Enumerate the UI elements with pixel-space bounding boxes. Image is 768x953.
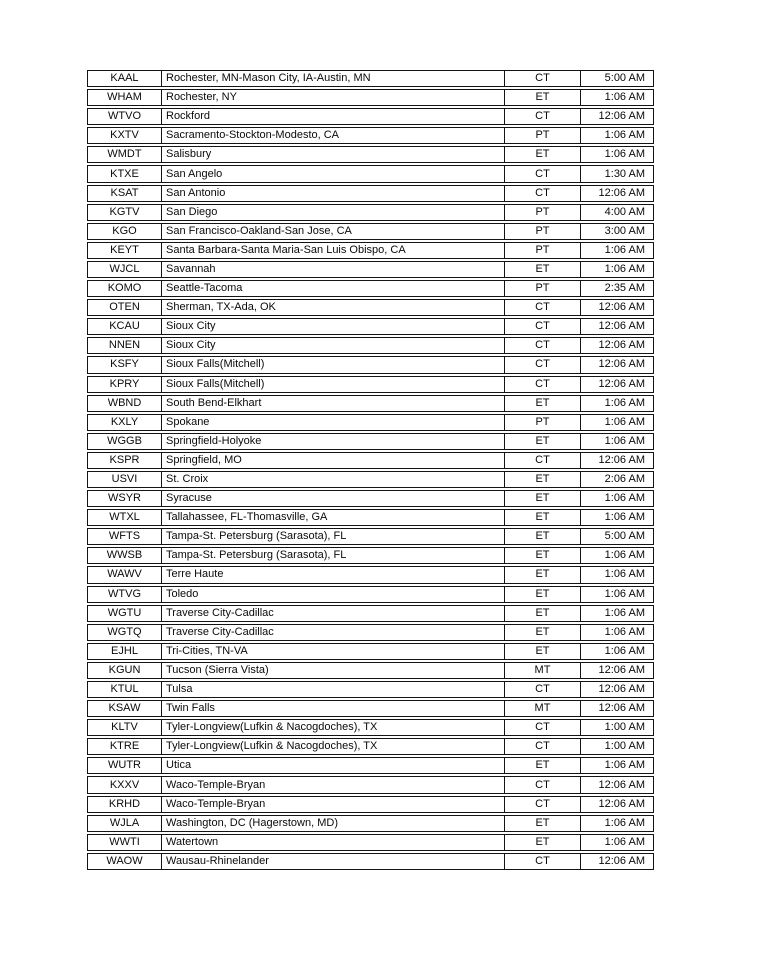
timezone-cell: PT bbox=[504, 415, 581, 430]
time-cell: 1:06 AM bbox=[604, 434, 645, 447]
timezone-cell: ET bbox=[504, 816, 581, 831]
call-sign-cell: WTVG bbox=[88, 587, 162, 602]
call-sign-cell: KTXE bbox=[88, 166, 162, 181]
market-cell: Utica bbox=[166, 759, 192, 772]
market-cell: Springfield, MO bbox=[166, 453, 242, 466]
timezone-cell: CT bbox=[504, 682, 581, 697]
time-cell: 1:06 AM bbox=[604, 415, 645, 428]
call-sign-cell: WGTU bbox=[88, 606, 162, 621]
table-row bbox=[87, 433, 654, 450]
market-cell: Tyler-Longview(Lufkin & Nacogdoches), TX bbox=[166, 740, 378, 753]
call-sign-cell: KSPR bbox=[88, 453, 162, 468]
call-sign-cell: KSAT bbox=[88, 186, 162, 201]
table-row bbox=[87, 70, 654, 87]
market-cell: Washington, DC (Hagerstown, MD) bbox=[166, 816, 338, 829]
time-cell: 5:00 AM bbox=[604, 530, 645, 543]
timezone-cell: CT bbox=[504, 166, 581, 181]
market-cell: Sherman, TX-Ada, OK bbox=[166, 301, 276, 314]
time-cell: 1:06 AM bbox=[604, 492, 645, 505]
time-cell: 1:06 AM bbox=[604, 606, 645, 619]
timezone-cell: ET bbox=[504, 491, 581, 506]
call-sign-cell: WJLA bbox=[88, 816, 162, 831]
table-row bbox=[87, 471, 654, 488]
market-cell: Sacramento-Stockton-Modesto, CA bbox=[166, 129, 340, 142]
timezone-cell: CT bbox=[504, 71, 581, 86]
call-sign-cell: OTEN bbox=[88, 300, 162, 315]
station-table bbox=[87, 70, 654, 872]
table-row bbox=[87, 509, 654, 526]
call-sign-cell: WGTQ bbox=[88, 625, 162, 640]
table-row bbox=[87, 261, 654, 278]
timezone-cell: CT bbox=[504, 739, 581, 754]
call-sign-cell: EJHL bbox=[88, 644, 162, 659]
market-cell: South Bend-Elkhart bbox=[166, 396, 262, 409]
call-sign-cell: WMDT bbox=[88, 147, 162, 162]
table-row bbox=[87, 700, 654, 717]
call-sign-cell: WFTS bbox=[88, 529, 162, 544]
call-sign-cell: KLTV bbox=[88, 720, 162, 735]
time-cell: 12:06 AM bbox=[598, 797, 645, 810]
market-cell: Tallahassee, FL-Thomasville, GA bbox=[166, 511, 328, 524]
call-sign-cell: KCAU bbox=[88, 319, 162, 334]
time-cell: 3:00 AM bbox=[604, 224, 645, 237]
market-cell: San Angelo bbox=[166, 167, 223, 180]
table-row bbox=[87, 108, 654, 125]
call-sign-cell: WJCL bbox=[88, 262, 162, 277]
call-sign-cell: KSFY bbox=[88, 357, 162, 372]
call-sign-cell: WTXL bbox=[88, 510, 162, 525]
market-cell: Waco-Temple-Bryan bbox=[166, 778, 266, 791]
table-row bbox=[87, 681, 654, 698]
time-cell: 1:06 AM bbox=[604, 644, 645, 657]
timezone-cell: ET bbox=[504, 396, 581, 411]
table-row bbox=[87, 719, 654, 736]
call-sign-cell: WBND bbox=[88, 396, 162, 411]
table-row bbox=[87, 356, 654, 373]
time-cell: 12:06 AM bbox=[598, 663, 645, 676]
table-row bbox=[87, 337, 654, 354]
call-sign-cell: KAAL bbox=[88, 71, 162, 86]
table-row bbox=[87, 127, 654, 144]
table-row bbox=[87, 376, 654, 393]
market-cell: Tampa-St. Petersburg (Sarasota), FL bbox=[166, 530, 347, 543]
timezone-cell: ET bbox=[504, 472, 581, 487]
call-sign-cell: KGTV bbox=[88, 205, 162, 220]
timezone-cell: CT bbox=[504, 854, 581, 869]
time-cell: 12:06 AM bbox=[598, 854, 645, 867]
table-row bbox=[87, 452, 654, 469]
call-sign-cell: KXXV bbox=[88, 777, 162, 792]
timezone-cell: CT bbox=[504, 720, 581, 735]
time-cell: 1:00 AM bbox=[604, 721, 645, 734]
table-row bbox=[87, 776, 654, 793]
timezone-cell: CT bbox=[504, 377, 581, 392]
timezone-cell: ET bbox=[504, 567, 581, 582]
call-sign-cell: WUTR bbox=[88, 758, 162, 773]
call-sign-cell: WWSB bbox=[88, 548, 162, 563]
timezone-cell: ET bbox=[504, 606, 581, 621]
call-sign-cell: WAOW bbox=[88, 854, 162, 869]
call-sign-cell: KXLY bbox=[88, 415, 162, 430]
timezone-cell: PT bbox=[504, 205, 581, 220]
table-row bbox=[87, 223, 654, 240]
timezone-cell: ET bbox=[504, 625, 581, 640]
market-cell: Watertown bbox=[166, 835, 219, 848]
call-sign-cell: KXTV bbox=[88, 128, 162, 143]
market-cell: Twin Falls bbox=[166, 702, 215, 715]
market-cell: Rochester, MN-Mason City, IA-Austin, MN bbox=[166, 72, 371, 85]
timezone-cell: CT bbox=[504, 319, 581, 334]
time-cell: 1:06 AM bbox=[604, 511, 645, 524]
time-cell: 1:06 AM bbox=[604, 91, 645, 104]
time-cell: 2:06 AM bbox=[604, 473, 645, 486]
market-cell: Toledo bbox=[166, 587, 199, 600]
time-cell: 1:06 AM bbox=[604, 759, 645, 772]
table-row bbox=[87, 566, 654, 583]
table-row bbox=[87, 528, 654, 545]
call-sign-cell: WHAM bbox=[88, 90, 162, 105]
table-row bbox=[87, 815, 654, 832]
market-cell: Tri-Cities, TN-VA bbox=[166, 644, 248, 657]
market-cell: San Antonio bbox=[166, 186, 226, 199]
market-cell: Waco-Temple-Bryan bbox=[166, 797, 266, 810]
market-cell: Tulsa bbox=[166, 683, 193, 696]
timezone-cell: ET bbox=[504, 434, 581, 449]
time-cell: 1:06 AM bbox=[604, 549, 645, 562]
time-cell: 1:06 AM bbox=[604, 568, 645, 581]
timezone-cell: CT bbox=[504, 186, 581, 201]
table-row bbox=[87, 643, 654, 660]
timezone-cell: CT bbox=[504, 357, 581, 372]
timezone-cell: MT bbox=[504, 701, 581, 716]
table-row bbox=[87, 414, 654, 431]
time-cell: 5:00 AM bbox=[604, 72, 645, 85]
market-cell: St. Croix bbox=[166, 473, 209, 486]
call-sign-cell: USVI bbox=[88, 472, 162, 487]
market-cell: Tampa-St. Petersburg (Sarasota), FL bbox=[166, 549, 347, 562]
table-row bbox=[87, 662, 654, 679]
market-cell: Springfield-Holyoke bbox=[166, 434, 262, 447]
call-sign-cell: KGUN bbox=[88, 663, 162, 678]
market-cell: Sioux City bbox=[166, 339, 216, 352]
market-cell: San Diego bbox=[166, 205, 218, 218]
market-cell: Traverse City-Cadillac bbox=[166, 606, 274, 619]
table-row bbox=[87, 185, 654, 202]
time-cell: 1:06 AM bbox=[604, 587, 645, 600]
table-row bbox=[87, 738, 654, 755]
timezone-cell: ET bbox=[504, 548, 581, 563]
timezone-cell: MT bbox=[504, 663, 581, 678]
call-sign-cell: WGGB bbox=[88, 434, 162, 449]
call-sign-cell: NNEN bbox=[88, 338, 162, 353]
time-cell: 1:06 AM bbox=[604, 396, 645, 409]
table-row bbox=[87, 834, 654, 851]
market-cell: Tucson (Sierra Vista) bbox=[166, 663, 269, 676]
timezone-cell: ET bbox=[504, 262, 581, 277]
timezone-cell: PT bbox=[504, 128, 581, 143]
market-cell: Salisbury bbox=[166, 148, 212, 161]
call-sign-cell: WTVO bbox=[88, 109, 162, 124]
call-sign-cell: KTUL bbox=[88, 682, 162, 697]
call-sign-cell: KGO bbox=[88, 224, 162, 239]
call-sign-cell: WAWV bbox=[88, 567, 162, 582]
table-row bbox=[87, 318, 654, 335]
timezone-cell: ET bbox=[504, 758, 581, 773]
market-cell: Tyler-Longview(Lufkin & Nacogdoches), TX bbox=[166, 721, 378, 734]
market-cell: Sioux Falls(Mitchell) bbox=[166, 358, 265, 371]
timezone-cell: CT bbox=[504, 453, 581, 468]
market-cell: Traverse City-Cadillac bbox=[166, 625, 274, 638]
timezone-cell: PT bbox=[504, 281, 581, 296]
table-row bbox=[87, 853, 654, 870]
timezone-cell: CT bbox=[504, 797, 581, 812]
time-cell: 12:06 AM bbox=[598, 702, 645, 715]
table-row bbox=[87, 490, 654, 507]
call-sign-cell: KRHD bbox=[88, 797, 162, 812]
time-cell: 12:06 AM bbox=[598, 339, 645, 352]
timezone-cell: PT bbox=[504, 243, 581, 258]
time-cell: 1:06 AM bbox=[604, 148, 645, 161]
timezone-cell: PT bbox=[504, 224, 581, 239]
call-sign-cell: KPRY bbox=[88, 377, 162, 392]
market-cell: Seattle-Tacoma bbox=[166, 282, 243, 295]
table-row bbox=[87, 146, 654, 163]
timezone-cell: CT bbox=[504, 777, 581, 792]
call-sign-cell: WSYR bbox=[88, 491, 162, 506]
time-cell: 4:00 AM bbox=[604, 205, 645, 218]
table-row bbox=[87, 624, 654, 641]
table-row bbox=[87, 165, 654, 182]
time-cell: 12:06 AM bbox=[598, 778, 645, 791]
time-cell: 1:30 AM bbox=[604, 167, 645, 180]
time-cell: 12:06 AM bbox=[598, 453, 645, 466]
table-row bbox=[87, 89, 654, 106]
table-row bbox=[87, 242, 654, 259]
market-cell: Sioux City bbox=[166, 320, 216, 333]
market-cell: Rockford bbox=[166, 110, 211, 123]
timezone-cell: ET bbox=[504, 510, 581, 525]
market-cell: San Francisco-Oakland-San Jose, CA bbox=[166, 224, 352, 237]
call-sign-cell: KSAW bbox=[88, 701, 162, 716]
timezone-cell: CT bbox=[504, 300, 581, 315]
time-cell: 2:35 AM bbox=[604, 282, 645, 295]
market-cell: Syracuse bbox=[166, 492, 212, 505]
table-row bbox=[87, 204, 654, 221]
timezone-cell: ET bbox=[504, 90, 581, 105]
market-cell: Spokane bbox=[166, 415, 210, 428]
table-row bbox=[87, 395, 654, 412]
table-row bbox=[87, 547, 654, 564]
market-cell: Terre Haute bbox=[166, 568, 224, 581]
timezone-cell: ET bbox=[504, 147, 581, 162]
market-cell: Sioux Falls(Mitchell) bbox=[166, 377, 265, 390]
timezone-cell: ET bbox=[504, 644, 581, 659]
timezone-cell: CT bbox=[504, 109, 581, 124]
call-sign-cell: KOMO bbox=[88, 281, 162, 296]
market-cell: Wausau-Rhinelander bbox=[166, 854, 269, 867]
time-cell: 12:06 AM bbox=[598, 186, 645, 199]
table-row bbox=[87, 757, 654, 774]
time-cell: 12:06 AM bbox=[598, 301, 645, 314]
timezone-cell: CT bbox=[504, 338, 581, 353]
time-cell: 12:06 AM bbox=[598, 683, 645, 696]
table-row bbox=[87, 299, 654, 316]
timezone-cell: ET bbox=[504, 835, 581, 850]
table-row bbox=[87, 796, 654, 813]
time-cell: 12:06 AM bbox=[598, 377, 645, 390]
time-cell: 12:06 AM bbox=[598, 358, 645, 371]
call-sign-cell: WWTI bbox=[88, 835, 162, 850]
time-cell: 1:06 AM bbox=[604, 129, 645, 142]
time-cell: 1:00 AM bbox=[604, 740, 645, 753]
time-cell: 1:06 AM bbox=[604, 816, 645, 829]
time-cell: 1:06 AM bbox=[604, 625, 645, 638]
timezone-cell: ET bbox=[504, 587, 581, 602]
time-cell: 1:06 AM bbox=[604, 835, 645, 848]
call-sign-cell: KTRE bbox=[88, 739, 162, 754]
table-row bbox=[87, 586, 654, 603]
table-row bbox=[87, 280, 654, 297]
timezone-cell: ET bbox=[504, 529, 581, 544]
call-sign-cell: KEYT bbox=[88, 243, 162, 258]
market-cell: Santa Barbara-Santa Maria-San Luis Obispo, CA bbox=[166, 243, 406, 256]
time-cell: 1:06 AM bbox=[604, 243, 645, 256]
market-cell: Rochester, NY bbox=[166, 91, 237, 104]
market-cell: Savannah bbox=[166, 262, 216, 275]
time-cell: 12:06 AM bbox=[598, 110, 645, 123]
table-row bbox=[87, 605, 654, 622]
time-cell: 12:06 AM bbox=[598, 320, 645, 333]
time-cell: 1:06 AM bbox=[604, 262, 645, 275]
